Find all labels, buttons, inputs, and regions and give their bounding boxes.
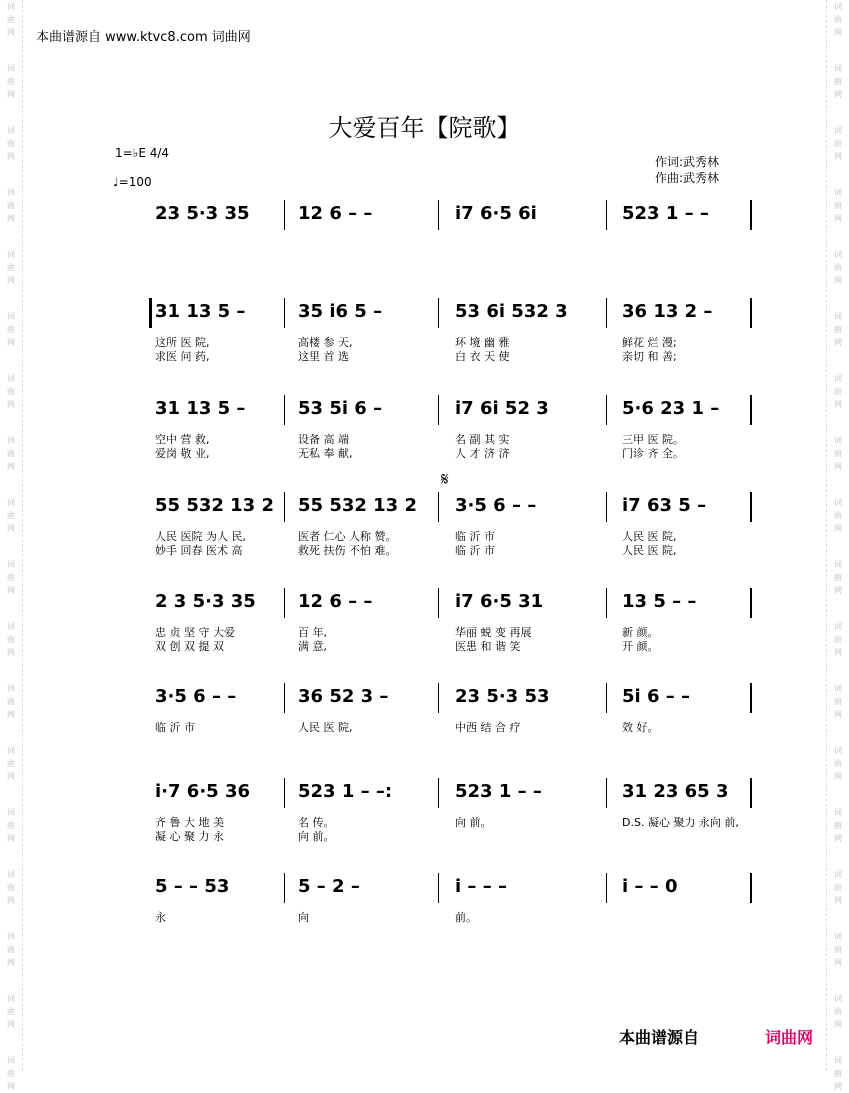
measure-notes: 23 5·3 53: [455, 686, 550, 707]
watermark-text: 词 曲 网: [834, 436, 842, 471]
lyric-text: 凝 心 聚 力 永: [155, 830, 224, 843]
bar-line: [750, 200, 752, 230]
bar-line: [438, 683, 439, 713]
measure-notes: i – – –: [455, 876, 507, 897]
lyric-text: 亲切 和 善;: [622, 350, 677, 363]
source-header: 本曲谱源自 www.ktvc8.com 词曲网: [36, 30, 251, 45]
lyric-text: 人民 医院 为人 民,: [155, 530, 246, 543]
lyric-text: 空中 营 救,: [155, 433, 210, 446]
measure-notes: 12 6 – –: [298, 203, 373, 224]
watermark-text: 词 曲 网: [834, 684, 842, 719]
measure-notes: 523 1 – –: [622, 203, 709, 224]
watermark-text: 词 曲 网: [7, 374, 15, 409]
measure-notes: 23 5·3 35: [155, 203, 250, 224]
watermark-text: 词 曲 网: [834, 374, 842, 409]
measure-notes: 53 5i 6 –: [298, 398, 383, 419]
bar-line: [284, 298, 285, 328]
watermark-text: 词 曲 网: [834, 746, 842, 781]
bar-line: [606, 298, 607, 328]
lyric-text: 临 沂 市: [155, 721, 195, 734]
measure-notes: 36 52 3 –: [298, 686, 389, 707]
lyric-text: 华丽 蜕 变 再展: [455, 626, 532, 639]
watermark-text: 词 曲 网: [834, 126, 842, 161]
lyric-text: 三甲 医 院。: [622, 433, 684, 446]
watermark-text: 词 曲 网: [7, 498, 15, 533]
watermark-text: 词 曲 网: [834, 994, 842, 1029]
watermark-text: 词 曲 网: [834, 312, 842, 347]
measure-notes: 31 23 65 3: [622, 781, 729, 802]
lyric-text: 前。: [455, 911, 477, 924]
measure-notes: 36 13 2 –: [622, 301, 713, 322]
measure-notes: 523 1 – –:: [298, 781, 393, 802]
watermark-text: 词 曲 网: [7, 312, 15, 347]
bar-line: [438, 200, 439, 230]
lyric-text: 人民 医 院,: [622, 544, 677, 557]
lyric-text: 临 沂 市: [455, 530, 495, 543]
right-watermark-strip: [826, 0, 849, 1091]
watermark-text: 词 曲 网: [834, 188, 842, 223]
lyric-text: 妙手 回春 医术 高: [155, 544, 243, 557]
lyric-text: 临 沂 市: [455, 544, 495, 557]
watermark-text: 词 曲 网: [7, 188, 15, 223]
lyric-text: 设备 高 端: [298, 433, 349, 446]
measure-notes: i7 6i 52 3: [455, 398, 549, 419]
bar-line: [438, 873, 439, 903]
lyric-text: 鲜花 烂 漫;: [622, 336, 677, 349]
bar-line: [606, 683, 607, 713]
measure-notes: 5i 6 – –: [622, 686, 691, 707]
measure-notes: 3·5 6 – –: [155, 686, 237, 707]
watermark-text: 词 曲 网: [7, 684, 15, 719]
measure-notes: 3·5 6 – –: [455, 495, 537, 516]
lyric-text: 满 意,: [298, 640, 327, 653]
watermark-text: 词 曲 网: [834, 808, 842, 843]
measure-notes: 5 – – 53: [155, 876, 230, 897]
measure-notes: 31 13 5 –: [155, 398, 246, 419]
lyric-text: 无私 奉 献,: [298, 447, 353, 460]
watermark-text: 词 曲 网: [7, 994, 15, 1029]
watermark-text: 词 曲 网: [7, 126, 15, 161]
bar-line: [284, 873, 285, 903]
lyric-text: 这所 医 院,: [155, 336, 210, 349]
lyric-text: 环 境 幽 雅: [455, 336, 510, 349]
lyric-text: 永: [155, 911, 166, 924]
watermark-text: 词 曲 网: [834, 560, 842, 595]
bar-line: [750, 873, 752, 903]
measure-notes: 53 6i 532 3: [455, 301, 568, 322]
watermark-text: 词 曲 网: [834, 1056, 842, 1091]
measure-notes: i7 63 5 –: [622, 495, 707, 516]
watermark-text: 词 曲 网: [834, 932, 842, 967]
watermark-text: 词 曲 网: [834, 2, 842, 37]
bar-line: [438, 492, 439, 522]
lyric-text: 名 传。: [298, 816, 335, 829]
watermark-text: 词 曲 网: [7, 64, 15, 99]
footer-site: 词曲网: [765, 1028, 814, 1047]
bar-line: [284, 200, 285, 230]
lyric-text: 向: [298, 911, 309, 924]
bar-line: [438, 298, 439, 328]
measure-notes: i7 6·5 6i: [455, 203, 537, 224]
lyric-text: 这里 首 选: [298, 350, 349, 363]
lyric-text: 百 年,: [298, 626, 327, 639]
measure-notes: i – – 0: [622, 876, 678, 897]
measure-notes: i7 6·5 31: [455, 591, 544, 612]
watermark-text: 词 曲 网: [7, 622, 15, 657]
measure-notes: 12 6 – –: [298, 591, 373, 612]
lyric-text: 忠 贞 坚 守 大爱: [155, 626, 235, 639]
lyric-text: 双 创 双 提 双: [155, 640, 224, 653]
composer-credit: 作曲:武秀林: [655, 171, 720, 185]
bar-line: [750, 778, 752, 808]
lyric-text: 新 颜。: [622, 626, 659, 639]
measure-notes: i·7 6·5 36: [155, 781, 251, 802]
tempo-marking: ♩=100: [113, 175, 152, 189]
watermark-text: 词 曲 网: [7, 932, 15, 967]
watermark-text: 词 曲 网: [834, 870, 842, 905]
lyric-text: 向 前。: [455, 816, 492, 829]
watermark-text: 词 曲 网: [7, 808, 15, 843]
bar-line: [284, 492, 285, 522]
footer-source: 本曲谱源自: [619, 1028, 700, 1047]
segno-icon: 𝄋: [441, 469, 449, 490]
bar-line: [606, 200, 607, 230]
bar-line: [606, 778, 607, 808]
measure-notes: 55 532 13 2: [298, 495, 417, 516]
bar-line: [750, 492, 752, 522]
repeat-start-bar: [149, 298, 152, 328]
left-watermark-strip: [0, 0, 23, 1091]
bar-line: [438, 395, 439, 425]
bar-line: [750, 298, 752, 328]
lyric-text: 白 衣 天 使: [455, 350, 510, 363]
bar-line: [284, 683, 285, 713]
lyric-text: 向 前。: [298, 830, 335, 843]
watermark-text: 词 曲 网: [7, 1056, 15, 1091]
watermark-text: 词 曲 网: [834, 64, 842, 99]
watermark-text: 词 曲 网: [7, 746, 15, 781]
watermark-text: 词 曲 网: [7, 2, 15, 37]
lyric-text: 名 副 其 实: [455, 433, 510, 446]
bar-line: [284, 588, 285, 618]
bar-line: [606, 873, 607, 903]
lyric-text: 效 好。: [622, 721, 659, 734]
watermark-text: 词 曲 网: [834, 250, 842, 285]
bar-line: [438, 778, 439, 808]
bar-line: [606, 395, 607, 425]
bar-line: [750, 588, 752, 618]
bar-line: [606, 588, 607, 618]
lyricist-credit: 作词:武秀林: [655, 155, 720, 169]
lyric-text: 医患 和 谐 笑: [455, 640, 521, 653]
measure-notes: 523 1 – –: [455, 781, 542, 802]
bar-line: [750, 395, 752, 425]
key-signature: 1=♭E 4/4: [115, 146, 170, 160]
lyric-text: 医者 仁心 人称 赞。: [298, 530, 397, 543]
measure-notes: 35 i6 5 –: [298, 301, 383, 322]
lyric-text: 中西 结 合 疗: [455, 721, 521, 734]
bar-line: [284, 778, 285, 808]
bar-line: [284, 395, 285, 425]
lyric-text: 高楼 参 天,: [298, 336, 353, 349]
bar-line: [606, 492, 607, 522]
lyric-text: D.S. 凝心 聚力 永向 前,: [622, 816, 739, 829]
lyric-text: 爱岗 敬 业,: [155, 447, 210, 460]
measure-notes: 55 532 13 2: [155, 495, 274, 516]
song-title: 大爱百年【院歌】: [328, 114, 521, 142]
watermark-text: 词 曲 网: [834, 498, 842, 533]
lyric-text: 齐 鲁 大 地 美: [155, 816, 224, 829]
lyric-text: 人民 医 院,: [622, 530, 677, 543]
lyric-text: 人民 医 院,: [298, 721, 353, 734]
watermark-text: 词 曲 网: [7, 870, 15, 905]
lyric-text: 门诊 齐 全。: [622, 447, 684, 460]
measure-notes: 5 – 2 –: [298, 876, 360, 897]
watermark-text: 词 曲 网: [7, 560, 15, 595]
bar-line: [438, 588, 439, 618]
watermark-text: 词 曲 网: [7, 436, 15, 471]
measure-notes: 13 5 – –: [622, 591, 697, 612]
watermark-text: 词 曲 网: [834, 622, 842, 657]
lyric-text: 救死 扶伤 不怕 难。: [298, 544, 397, 557]
watermark-text: 词 曲 网: [7, 250, 15, 285]
bar-line: [750, 683, 752, 713]
measure-notes: 5·6 23 1 –: [622, 398, 720, 419]
lyric-text: 求医 问 药,: [155, 350, 210, 363]
lyric-text: 开 颜。: [622, 640, 659, 653]
measure-notes: 31 13 5 –: [155, 301, 246, 322]
measure-notes: 2 3 5·3 35: [155, 591, 256, 612]
lyric-text: 人 才 济 济: [455, 447, 510, 460]
